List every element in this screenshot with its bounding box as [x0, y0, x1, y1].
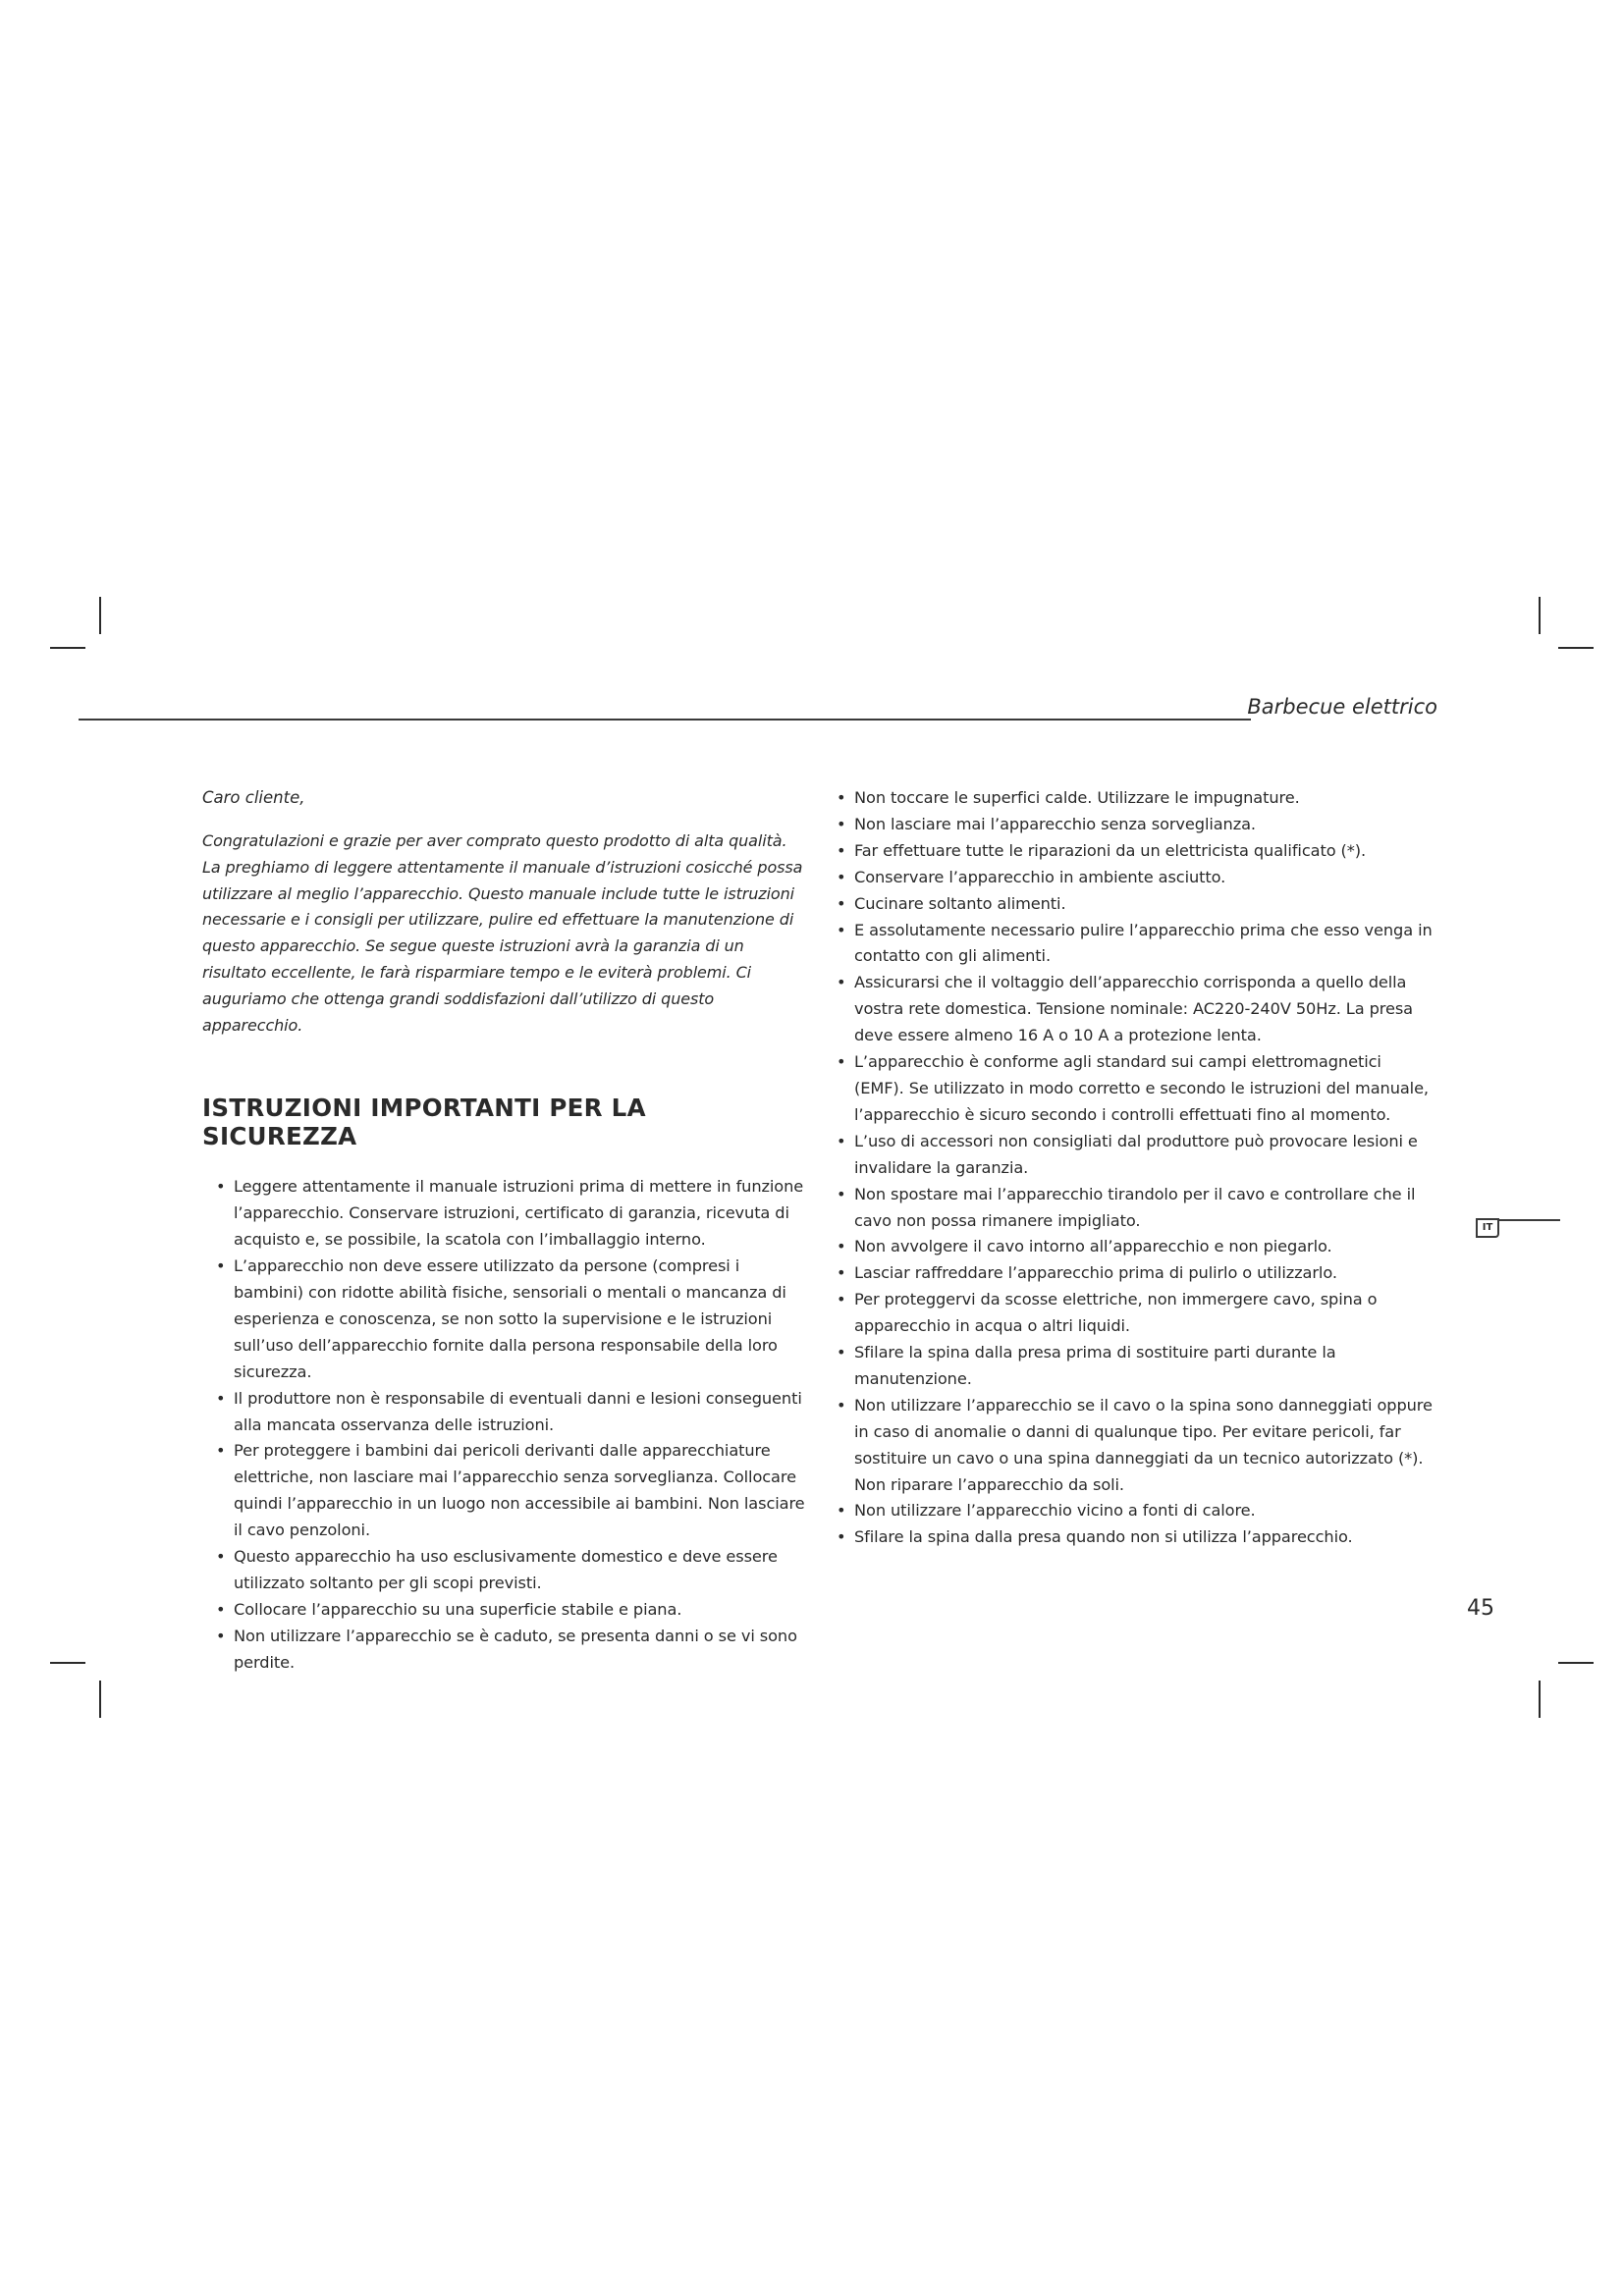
- list-item: • L’apparecchio è conforme agli standard sui campi elettromagnetici (EMF). Se utilizzato in modo corretto e secondo le istruzioni del manuale, l’apparecchio è sicuro secondo i controlli effettuati fino al momento.: [835, 1049, 1435, 1129]
- crop-mark: [99, 597, 101, 634]
- crop-mark: [1558, 1662, 1594, 1664]
- list-item: • Per proteggervi da scosse elettriche, non immergere cavo, spina o apparecchio in acqua o altri liquidi.: [835, 1287, 1435, 1340]
- list-item: • Non utilizzare l’apparecchio vicino a fonti di calore.: [835, 1498, 1435, 1524]
- list-item: • E assolutamente necessario pulire l’apparecchio prima che esso venga in contatto con gli alimenti.: [835, 918, 1435, 971]
- salutation: Caro cliente,: [202, 788, 305, 807]
- list-item: • Non utilizzare l’apparecchio se il cavo o la spina sono danneggiati oppure in caso di anomalie o danni di qualunque tipo. Per evitare pericoli, far sostituire un cavo o una spina danneggiati da un tecnico autorizzato (*). Non riparare l’apparecchio da soli.: [835, 1393, 1435, 1499]
- list-item: • Lasciar raffreddare l’apparecchio prima di pulirlo o utilizzarlo.: [835, 1260, 1435, 1287]
- list-item: • Questo apparecchio ha uso esclusivamente domestico e deve essere utilizzato soltanto per gli scopi previsti.: [214, 1544, 807, 1597]
- language-tab-line: [1499, 1219, 1560, 1221]
- list-item: • Far effettuare tutte le riparazioni da un elettricista qualificato (*).: [835, 838, 1435, 865]
- crop-mark: [1539, 1681, 1541, 1718]
- list-item: • Non toccare le superfici calde. Utilizzare le impugnature.: [835, 785, 1435, 812]
- left-column: [202, 785, 807, 1677]
- list-item: • Non spostare mai l’apparecchio tirandolo per il cavo e controllare che il cavo non possa rimanere impigliato.: [835, 1182, 1435, 1235]
- list-item: • Sfilare la spina dalla presa prima di sostituire parti durante la manutenzione.: [835, 1340, 1435, 1393]
- list-item: • Cucinare soltanto alimenti.: [835, 891, 1435, 918]
- page-number: 45: [1467, 1596, 1494, 1621]
- safety-list-right: [835, 785, 1435, 1551]
- crop-mark: [50, 647, 85, 649]
- list-item: • Non avvolgere il cavo intorno all’apparecchio e non piegarlo.: [835, 1234, 1435, 1260]
- list-item: • Collocare l’apparecchio su una superficie stabile e piana.: [214, 1597, 807, 1624]
- list-item: • Per proteggere i bambini dai pericoli derivanti dalle apparecchiature elettriche, non lasciare mai l’apparecchio senza sorveglianza. Collocare quindi l’apparecchio in un luogo non accessibile ai bambini. Non lasciare il cavo penzoloni.: [214, 1438, 807, 1544]
- list-item: • Non utilizzare l’apparecchio se è caduto, se presenta danni o se vi sono perdite.: [214, 1624, 807, 1677]
- list-item: • Conservare l’apparecchio in ambiente asciutto.: [835, 865, 1435, 891]
- right-column: [835, 785, 1435, 1551]
- list-item: • L’apparecchio non deve essere utilizzato da persone (compresi i bambini) con ridotte abilità fisiche, sensoriali o mentali o mancanza di esperienza e conoscenza, se non sotto la supervisione e le istruzioni sull’uso dell’apparecchio fornite dalla persona responsabile della loro sicurezza.: [214, 1254, 807, 1386]
- crop-mark: [1558, 647, 1594, 649]
- intro-paragraph: Congratulazioni e grazie per aver comprato questo prodotto di alta qualità. La preghiamo di leggere attentamente il manuale d’istruzioni cosicché possa utilizzare al meglio l’apparecchio. Questo manuale include tutte le istruzioni necessarie e i consigli per utilizzare, pulire ed effettuare la manutenzione di questo apparecchio. Se segue queste istruzioni avrà la garanzia di un risultato eccellente, le farà risparmiare tempo e le eviterà problemi. Ci auguriamo che ottenga grandi soddisfazioni dall’utilizzo di questo apparecchio.: [202, 831, 803, 1035]
- crop-mark: [50, 1662, 85, 1664]
- list-item: • Leggere attentamente il manuale istruzioni prima di mettere in funzione l’apparecchio. Conservare istruzioni, certificato di garanzia, ricevuta di acquisto e, se possibile, la scatola con l’imballaggio interno.: [214, 1174, 807, 1254]
- header-title: Barbecue elettrico: [1247, 695, 1437, 719]
- section-title: ISTRUZIONI IMPORTANTI PER LA SICUREZZA: [202, 1094, 646, 1151]
- list-item: • Assicurarsi che il voltaggio dell’apparecchio corrisponda a quello della vostra rete domestica. Tensione nominale: AC220-240V 50Hz. La presa deve essere almeno 16 A o 10 A a protezione lenta.: [835, 970, 1435, 1049]
- header-rule: [79, 719, 1251, 721]
- list-item: • Non lasciare mai l’apparecchio senza sorveglianza.: [835, 812, 1435, 838]
- language-tab: IT: [1476, 1218, 1499, 1238]
- safety-list-left: [214, 1174, 807, 1676]
- crop-mark: [1539, 597, 1541, 634]
- list-item: • Il produttore non è responsabile di eventuali danni e lesioni conseguenti alla mancata osservanza delle istruzioni.: [214, 1386, 807, 1439]
- crop-mark: [99, 1681, 101, 1718]
- list-item: • L’uso di accessori non consigliati dal produttore può provocare lesioni e invalidare la garanzia.: [835, 1129, 1435, 1182]
- list-item: • Sfilare la spina dalla presa quando non si utilizza l’apparecchio.: [835, 1524, 1435, 1551]
